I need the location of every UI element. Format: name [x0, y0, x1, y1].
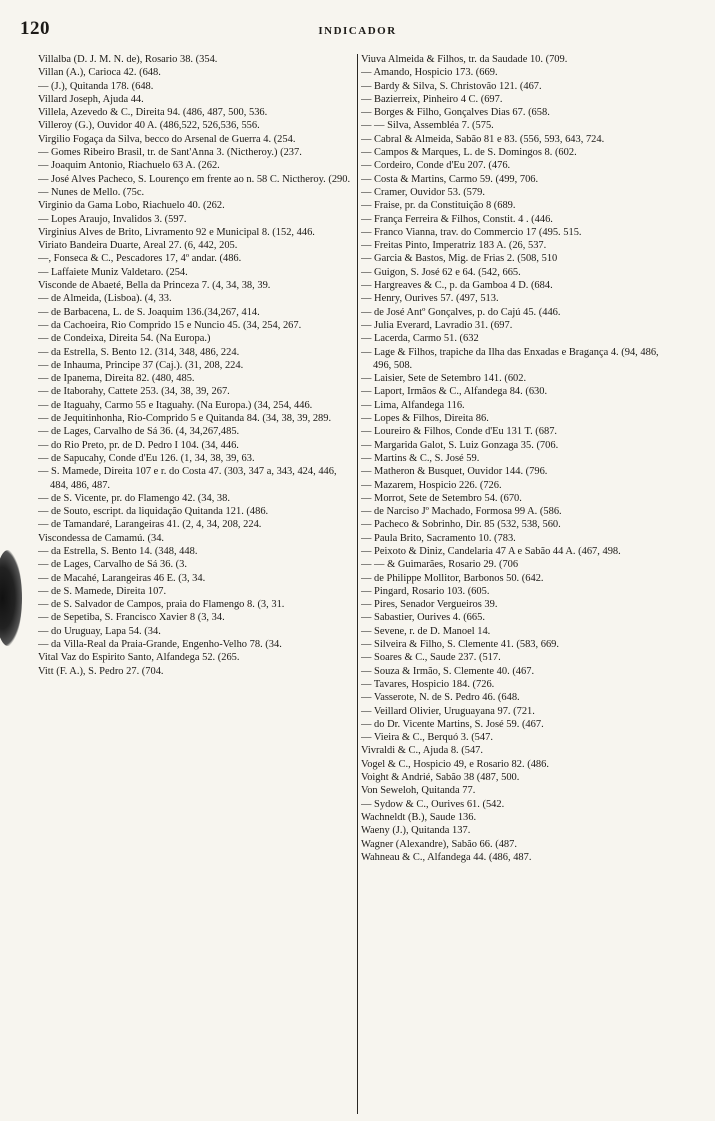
directory-entry: — Laffaiete Muniz Valdetaro. (254. — [38, 266, 188, 278]
directory-entry: — Sabastier, Ourives 4. (665. — [361, 612, 485, 624]
directory-entry: — Gomes Ribeiro Brasil, tr. de Sant'Anna 3. (Nictheroy.) (237. — [38, 147, 302, 159]
directory-entry: — do Uruguay, Lapa 54. (34. — [38, 625, 161, 637]
directory-entry: Virginio da Gama Lobo, Riachuelo 40. (262. — [38, 200, 225, 212]
directory-entry: — da Estrella, S. Bento 12. (314, 348, 486, 224. — [38, 346, 240, 358]
directory-entry: Viuva Almeida & Filhos, tr. da Saudade 10. (709. — [361, 54, 568, 65]
directory-entry: — Mazarem, Hospicio 226. (726. — [361, 479, 502, 491]
directory-entry: — de Jequitinhonha, Rio-Comprido 5 e Quitanda 84. (34, 38, 39, 289. — [38, 413, 332, 425]
directory-entry: — (J.), Quitanda 178. (648. — [38, 80, 154, 92]
directory-entry: — Loureiro & Filhos, Conde d'Eu 131 T. (687. — [361, 426, 558, 438]
directory-entry: — de Itaborahy, Cattete 253. (34, 38, 39, 267. — [38, 386, 230, 398]
right-column — [361, 53, 679, 864]
directory-entry: Villeroy (G.), Ouvidor 40 A. (486,522, 526,536, 556. — [38, 120, 260, 132]
directory-entry: — Fraise, pr. da Constituição 8 (689. — [361, 200, 516, 212]
directory-entry: — de Condeixa, Direita 54. (Na Europa.) — [38, 333, 211, 345]
directory-entry: — Tavares, Hospicio 184. (726. — [361, 678, 495, 690]
directory-entry: — Vieira & C., Berquó 3. (547. — [361, 732, 493, 744]
directory-entry: — Lima, Alfandega 116. — [361, 399, 465, 411]
directory-entry: — Sydow & C., Ourives 61. (542. — [361, 798, 505, 810]
directory-entry: Virginius Alves de Brito, Livramento 92 e Municipal 8. (152, 446. — [38, 226, 315, 238]
column-divider — [357, 54, 358, 1114]
directory-entry: — Veillard Olivier, Uruguayana 97. (721. — [361, 705, 535, 717]
directory-entry: — Guigon, S. José 62 e 64. (542, 665. — [361, 266, 521, 278]
directory-entry: — Lacerda, Carmo 51. (632 — [361, 333, 479, 345]
directory-entry: — — Silva, Assembléa 7. (575. — [361, 120, 494, 132]
directory-entry: — de Macahé, Larangeiras 46 E. (3, 34. — [38, 572, 206, 584]
directory-entry: — Sevene, r. de D. Manoel 14. — [361, 625, 491, 637]
directory-entry: — de Narciso Jº Machado, Formosa 99 A. (586. — [361, 506, 562, 518]
directory-entry: — Joaquim Antonio, Riachuelo 63 A. (262. — [38, 160, 220, 172]
directory-entry: Villan (A.), Carioca 42. (648. — [38, 67, 161, 79]
directory-entry: — Cramer, Ouvidor 53. (579. — [361, 186, 485, 198]
directory-entry: — de Sepetiba, S. Francisco Xavier 8 (3, 34. — [38, 612, 225, 624]
directory-entry: — Paula Brito, Sacramento 10. (783. — [361, 532, 516, 544]
directory-entry: — Laisier, Sete de Setembro 141. (602. — [361, 373, 527, 385]
directory-entry: — de Lages, Carvalho de Sá 36. (3. — [38, 559, 187, 571]
directory-entry: Wahneau & C., Alfandega 44. (486, 487. — [361, 851, 532, 863]
directory-entry: — Laport, Irmãos & C., Alfandega 84. (630. — [361, 386, 548, 398]
directory-entry: — de S. Vicente, pr. do Flamengo 42. (34, 38. — [38, 492, 230, 504]
binding-ink-blot — [0, 550, 22, 646]
directory-entry: — Martins & C., S. José 59. — [361, 452, 480, 464]
directory-entry: — Soares & C., Saude 237. (517. — [361, 652, 501, 664]
directory-entry: — Lopes & Filhos, Direita 86. — [361, 413, 489, 425]
left-column — [38, 53, 356, 678]
directory-entry: — de Lages, Carvalho de Sá 36. (4, 34,267,485. — [38, 426, 240, 438]
directory-entry: — Pingard, Rosario 103. (605. — [361, 585, 490, 597]
directory-entry: Villard Joseph, Ajuda 44. — [38, 93, 144, 105]
directory-entry: — S. Mamede, Direita 107 e r. do Costa 47. (303, 347 a, 343, 424, 446, 484, 486, 487. — [38, 466, 337, 491]
directory-entry: — Julia Everard, Lavradio 31. (697. — [361, 319, 513, 331]
directory-entry: Voight & Andrié, Sabão 38 (487, 500. — [361, 772, 520, 784]
directory-entry: — Pires, Senador Vergueiros 39. — [361, 599, 498, 611]
directory-entry: — Nunes de Mello. (75c. — [38, 186, 145, 198]
directory-entry: — Bardy & Silva, S. Christovão 121. (467. — [361, 80, 542, 92]
directory-entry: — Souza & Irmão, S. Clemente 40. (467. — [361, 665, 535, 677]
directory-entry: — da Cachoeira, Rio Comprido 15 e Nuncio 45. (34, 254, 267. — [38, 319, 302, 331]
directory-entry: Vogel & C., Hospicio 49, e Rosario 82. (486. — [361, 758, 549, 770]
directory-entry: Vital Vaz do Espirito Santo, Alfandega 52. (265. — [38, 652, 240, 664]
directory-entry: — da Estrella, S. Bento 14. (348, 448. — [38, 545, 198, 557]
directory-entry: — Costa & Martins, Carmo 59. (499, 706. — [361, 173, 539, 185]
directory-entry: — do Rio Preto, pr. de D. Pedro I 104. (34, 446. — [38, 439, 239, 451]
directory-entry: Vitt (F. A.), S. Pedro 27. (704. — [38, 665, 164, 677]
directory-entry: Wachneldt (B.), Saude 136. — [361, 811, 477, 823]
directory-entry: — Franco Vianna, trav. do Commercio 17 (495. 515. — [361, 226, 582, 238]
directory-entry: — Margarida Galot, S. Luiz Gonzaga 35. (706. — [361, 439, 559, 451]
directory-entry: — José Alves Pacheco, S. Lourenço em frente ao n. 58 C. Nictheroy. (290. — [38, 173, 351, 185]
directory-entry: — Peixoto & Diniz, Candelaria 47 A e Sabão 44 A. (467, 498. — [361, 545, 621, 557]
directory-entry: — Amando, Hospicio 173. (669. — [361, 67, 498, 79]
directory-entry: — — & Guimarães, Rosario 29. (706 — [361, 559, 519, 571]
directory-entry: — de Almeida, (Lisboa). (4, 33. — [38, 293, 172, 305]
directory-entry: Vivraldi & C., Ajuda 8. (547. — [361, 745, 484, 757]
directory-entry: — de Inhauma, Principe 37 (Caj.). (31, 208, 224. — [38, 359, 244, 371]
directory-entry: — Matheron & Busquet, Ouvidor 144. (796. — [361, 466, 548, 478]
directory-entry: Visconde de Abaeté, Bella da Princeza 7. (4, 34, 38, 39. — [38, 280, 271, 292]
directory-entry: — Pacheco & Sobrinho, Dir. 85 (532, 538, 560. — [361, 519, 561, 531]
directory-entry: — Lopes Araujo, Invalidos 3. (597. — [38, 213, 187, 225]
directory-entry: Von Seweloh, Quitanda 77. — [361, 785, 476, 797]
directory-entry: — Garcia & Bastos, Mig. de Frias 2. (508, 510 — [361, 253, 558, 265]
directory-entry: — Silveira & Filho, S. Clemente 41. (583, 669. — [361, 639, 560, 651]
directory-entry: — Bazierreix, Pinheiro 4 C. (697. — [361, 93, 503, 105]
directory-entry: — Lage & Filhos, trapiche da Ilha das Enxadas e Bragança 4. (94, 486, 496, 508. — [361, 346, 659, 371]
directory-entry: Villalba (D. J. M. N. de), Rosario 38. (354. — [38, 54, 218, 65]
directory-entry: Virgilio Fogaça da Silva, becco do Arsenal de Guerra 4. (254. — [38, 133, 296, 145]
directory-entry: — de S. Salvador de Campos, praia do Flamengo 8. (3, 31. — [38, 599, 285, 611]
directory-entry: — Cordeiro, Conde d'Eu 207. (476. — [361, 160, 511, 172]
directory-entry: — de Barbacena, L. de S. Joaquim 136.(34,267, 414. — [38, 306, 260, 318]
directory-entry: — de Ipanema, Direita 82. (480, 485. — [38, 373, 195, 385]
directory-entry: — Hargreaves & C., p. da Gamboa 4 D. (684. — [361, 280, 553, 292]
directory-entry: — de José Antº Gonçalves, p. do Cajú 45. (446. — [361, 306, 561, 318]
directory-entry: — Henry, Ourives 57. (497, 513. — [361, 293, 499, 305]
directory-entry: — da Villa-Real da Praia-Grande, Engenho-Velho 78. (34. — [38, 639, 282, 651]
directory-entry: — Morrot, Sete de Setembro 54. (670. — [361, 492, 522, 504]
directory-entry: Villela, Azevedo & C., Direita 94. (486, 487, 500, 536. — [38, 107, 268, 119]
directory-entry: Viscondessa de Camamú. (34. — [38, 532, 165, 544]
directory-entry: — do Dr. Vicente Martins, S. José 59. (467. — [361, 718, 544, 730]
directory-entry: — Freitas Pinto, Imperatriz 183 A. (26, 537. — [361, 240, 547, 252]
directory-entry: — de Tamandaré, Larangeiras 41. (2, 4, 34, 208, 224. — [38, 519, 262, 531]
directory-entry: Wagner (Alexandre), Sabão 66. (487. — [361, 838, 517, 850]
directory-entry: Viriato Bandeira Duarte, Areal 27. (6, 442, 205. — [38, 240, 238, 252]
directory-entry: — Cabral & Almeida, Sabão 81 e 83. (556, 593, 643, 724. — [361, 133, 605, 145]
directory-entry: — Vasserote, N. de S. Pedro 46. (648. — [361, 692, 520, 704]
directory-entry: — França Ferreira & Filhos, Constit. 4 . (446. — [361, 213, 553, 225]
page-number: 120 — [20, 18, 50, 39]
directory-entry: — Campos & Marques, L. de S. Domingos 8. (602. — [361, 147, 577, 159]
directory-entry: Waeny (J.), Quitanda 137. — [361, 825, 471, 837]
directory-entry: — de Itaguahy, Carmo 55 e Itaguahy. (Na Europa.) (34, 254, 446. — [38, 399, 313, 411]
directory-entry: — Borges & Filho, Gonçalves Dias 67. (658. — [361, 107, 550, 119]
running-title: INDICADOR — [318, 25, 397, 37]
directory-entry: — de S. Mamede, Direita 107. — [38, 585, 167, 597]
directory-entry: —, Fonseca & C., Pescadores 17, 4º andar. (486. — [38, 253, 242, 265]
directory-entry: — de Philippe Mollitor, Barbonos 50. (642. — [361, 572, 544, 584]
directory-entry: — de Sapucahy, Conde d'Eu 126. (1, 34, 38, 39, 63. — [38, 452, 255, 464]
directory-entry: — de Souto, escript. da liquidação Quitanda 121. (486. — [38, 506, 269, 518]
